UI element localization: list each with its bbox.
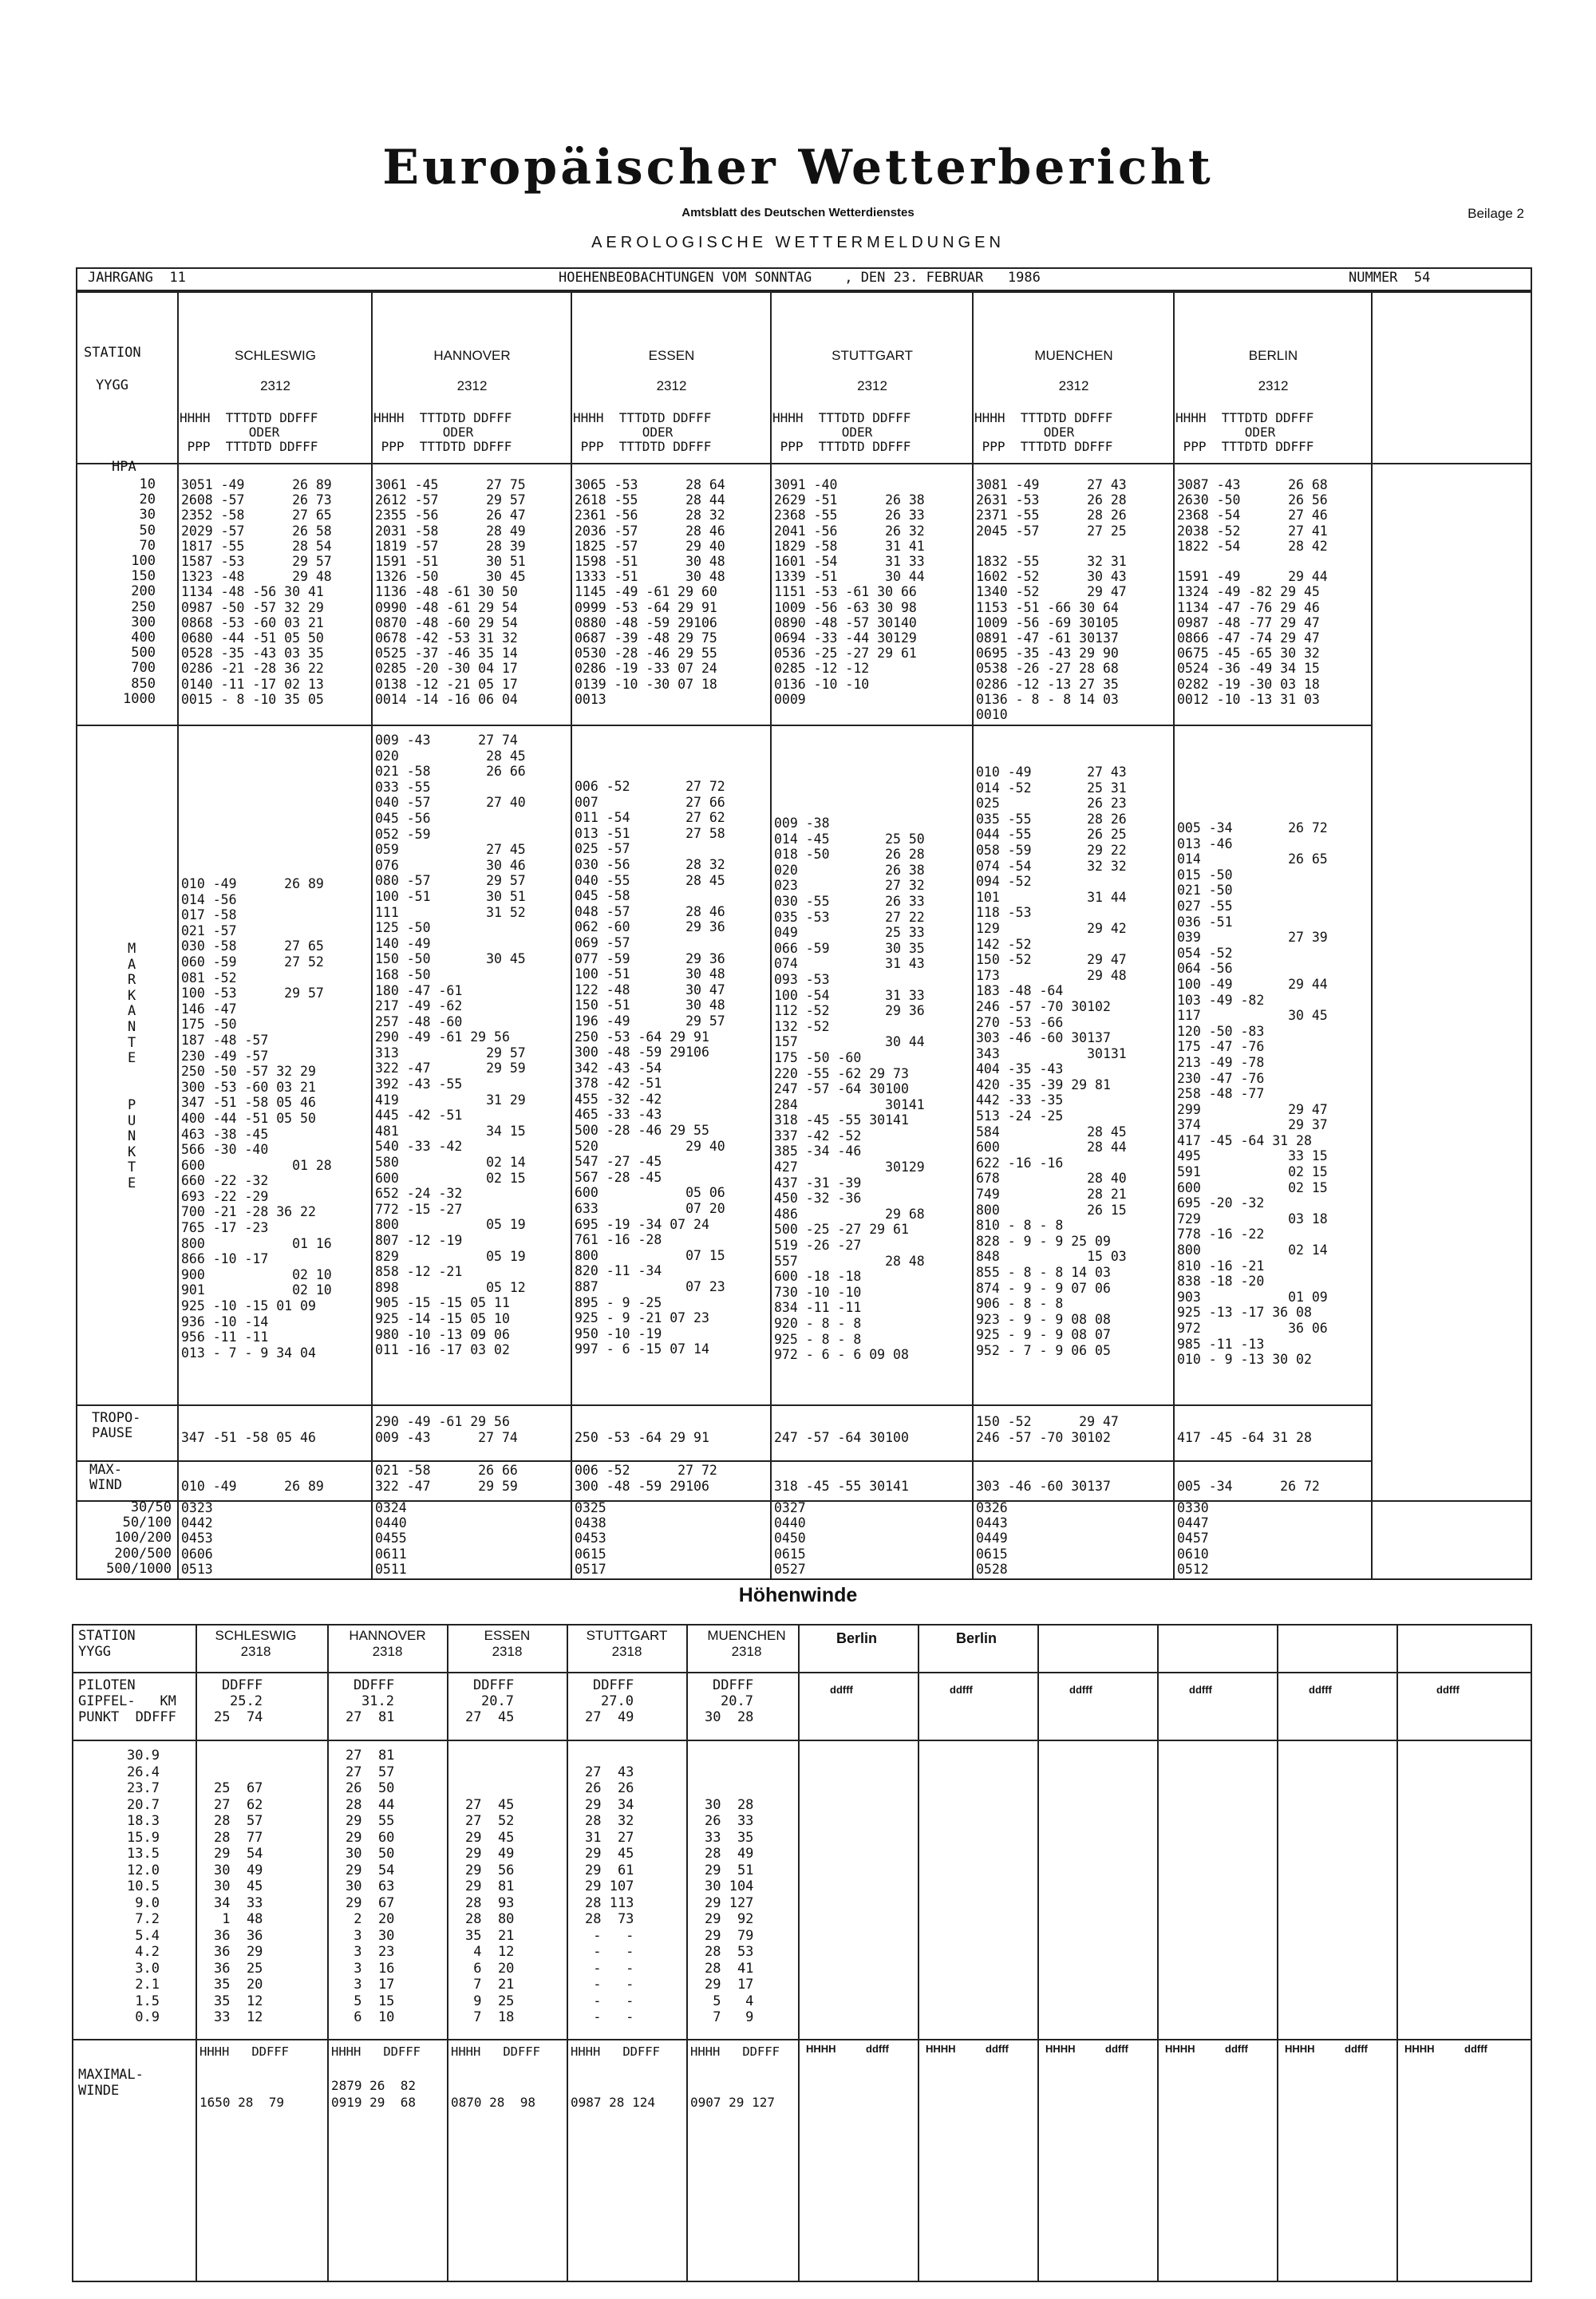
hw-station-name: STUTTGART [586,1628,668,1643]
hw-ddfff-tiny: ddfff [1105,2043,1128,2055]
hpa-level-list: 10 20 30 50 70 100 150 200 250 300 400 500 700 850 1000 [123,476,156,707]
hw-max-values: 0907 29 127 [690,2095,775,2110]
hw-wind-values: 27 45 27 52 29 45 29 49 29 56 29 81 28 93 28 80 35 21 4 12 6 20 7 21 9 25 7 18 [465,1796,515,2025]
significant-levels: 005 -34 26 72 013 -46 014 26 65 015 -50 021 -50 027 -55 036 -51 039 27 39 054 -52 064 -56 100 -49 29 44 103 -49 -82 117 30 45 120 -50 -83 175 -47 -76 213 -49 -78 230 -47 -76 258 -48 -77 299 29 47 374 29 37 417 -45 -64 31 28 495 33 15 591 02 15 600 02 15 695 -20 -32 729 03 18 778 -16 -22 800 02 14 810 -16 -21 838 -18 -20 903 01 09 925 -13 -17 36 08 972 36 06 985 -11 -13 010 - 9 -13 30 02 [1177,820,1328,1368]
standard-levels: 3065 -53 28 64 2618 -55 28 44 2361 -56 28 32 2036 -57 28 46 1825 -57 29 40 1598 -51 30 48 1333 -51 30 48 1145 -49 -61 29 60 0999 -53 -64 29 91 0880 -48 -59 29106 0687 -39 -48 29 75 0530 -28 -46 29 55 0286 -19 -33 07 24 0139 -10 -30 07 18 0013 [575,477,725,707]
station-name: SCHLESWIG [234,348,317,363]
hw-ddfff-tiny: ddfff [986,2043,1009,2055]
hw-gipfel-km: 27.0 [601,1693,634,1709]
station-name: BERLIN [1248,348,1298,363]
grid-line [1037,1624,1039,2282]
maxwind-values: 005 -34 26 72 [1177,1478,1320,1494]
page-title: Europäischer Wetterbericht [382,140,1214,196]
hw-station-name: SCHLESWIG [215,1628,297,1643]
station-code: 2312 [857,378,887,393]
hw-max-values: 0987 28 124 [571,2095,655,2110]
station-code: 2312 [1058,378,1089,393]
significant-levels: 006 -52 27 72 007 27 66 011 -54 27 62 013 -51 27 58 025 -57 030 -56 28 32 040 -55 28 45 045 -58 048 -57 28 46 062 -60 29 36 069 -57 077 -59 29 36 100 -51 30 48 122 -48 30 47 150 -51 30 48 196 -49 29 57 250 -53 -64 29 91 300 -48 -59 29106 342 -43 -54 378 -42 -51 455 -32 -42 465 -33 -43 500 -28 -46 29 55 520 29 40 547 -27 -45 567 -28 -45 600 05 06 633 07 20 695 -19 -34 07 24 761 -16 -28 800 07 15 820 -11 -34 887 07 23 895 - 9 -25 925 - 9 -21 07 23 950 -10 -19 997 - 6 -15 07 14 [575,779,725,1357]
maxwind-values: 318 -45 -55 30141 [774,1478,909,1494]
hw-ddfff-tiny: ddfff [866,2043,889,2055]
layer-thickness: 0326 0443 0449 0615 0528 [976,1500,1008,1577]
significant-levels: 009 -43 27 74 020 28 45 021 -58 26 66 033 -55 040 -57 27 40 045 -56 052 -59 059 27 45 076 30 46 080 -57 29 57 100 -51 30 51 111 31 52 125 -50 140 -49 150 -50 30 45 168 -50 180 -47 -61 217 -49 -62 257 -48 -60 290 -49 -61 29 56 313 29 57 322 -47 29 59 392 -43 -55 419 31 29 445 -42 -51 481 34 15 540 -33 -42 580 02 14 600 02 15 652 -24 -32 772 -15 -27 800 05 19 807 -12 -19 829 05 19 858 -12 -21 898 05 12 905 -15 -15 05 11 925 -14 -15 05 10 980 -10 -13 09 06 011 -16 -17 03 02 [375,733,526,1358]
layer-thickness: 0330 0447 0457 0610 0512 [1177,1500,1209,1577]
hw-max-head: HHHH DDFFF [571,2044,660,2059]
hw-max-head: HHHH DDFFF [690,2044,780,2059]
standard-levels: 3061 -45 27 75 2612 -57 29 57 2355 -56 26 47 2031 -58 28 49 1819 -57 28 39 1591 -51 30 51 1326 -50 30 45 1136 -48 -61 30 50 0990 -48 -61 29 54 0870 -48 -60 29 54 0678 -42 -53 31 32 0525 -37 -46 35 14 0285 -20 -30 04 17 0138 -12 -21 05 17 0014 -14 -16 06 04 [375,477,526,707]
station-code: 2312 [1258,378,1289,393]
hoehenwinde-table [72,1624,1532,2282]
standard-levels: 3087 -43 26 68 2630 -50 26 56 2368 -54 27 46 2038 -52 27 41 1822 -54 28 42 1591 -49 29 44 1324 -49 -82 29 45 1134 -47 -76 29 46 0987 -48 -77 29 47 0866 -47 -74 29 47 0675 -45 -65 30 32 0524 -36 -49 34 15 0282 -19 -30 03 18 0012 -10 -13 31 03 [1177,477,1328,707]
hw-hhhh-small: HHHH [1404,2043,1435,2055]
hw-ddfff-head: DDFFF [593,1677,634,1693]
hw-max-values: 2879 26 82 0919 29 68 [331,2078,416,2110]
label-tropopause: TROPO- PAUSE [92,1410,141,1442]
significant-levels: 010 -49 26 89 014 -56 017 -58 021 -57 030 -58 27 65 060 -59 27 52 081 -52 100 -53 29 57 146 -47 175 -50 187 -48 -57 230 -49 -57 250 -50 -57 32 29 300 -53 -60 03 21 347 -51 -58 05 46 400 -44 -51 05 50 463 -38 -45 566 -30 -40 600 01 28 660 -22 -32 693 -22 -29 700 -21 -28 36 22 765 -17 -23 800 01 16 866 -10 -17 900 02 10 901 02 10 925 -10 -15 01 09 936 -10 -14 956 -11 -11 013 - 7 - 9 34 04 [181,876,332,1361]
hw-station-label: STATION YYGG [78,1628,136,1660]
hw-station-code: 2318 [611,1644,642,1659]
tropopause-values: 247 -57 -64 30100 [774,1430,909,1445]
hw-ddfff-small: ddfff [1069,1684,1092,1696]
hw-ddfff-tiny: ddfff [1225,2043,1248,2055]
grid-line [1277,1624,1278,2282]
hoehenwinde-title: Höhenwinde [738,1584,858,1606]
grid-line [1157,1624,1159,2282]
significant-levels: 009 -38 014 -45 25 50 018 -50 26 28 020 26 38 023 27 32 030 -55 26 33 035 -53 27 22 049 25 33 066 -59 30 35 074 31 43 093 -53 100 -54 31 33 112 -52 29 36 132 -52 157 30 44 175 -50 -60 220 -55 -62 29 73 247 -57 -64 30100 284 30141 318 -45 -55 30141 337 -42 -52 385 -34 -46 427 30129 437 -31 -39 450 -32 -36 486 29 68 500 -25 -27 29 61 519 -26 -27 557 28 48 600 -18 -18 730 -10 -10 834 -11 -11 920 - 8 - 8 925 - 8 - 8 972 - 6 - 6 09 08 [774,816,925,1363]
grid-line [798,1624,800,2282]
hw-hhhh-small: HHHH [1165,2043,1195,2055]
hw-berlin-1: Berlin [836,1630,878,1646]
grid-line [72,1672,1532,1673]
station-name: MUENCHEN [1034,348,1113,363]
label-markante-punkte: M A R K A N T E P U N K T E [128,941,136,1191]
layer-thickness: 0327 0440 0450 0615 0527 [774,1500,806,1577]
maxwind-values: 010 -49 26 89 [181,1478,324,1494]
tropopause-values: 250 -53 -64 29 91 [575,1430,709,1445]
station-name: ESSEN [648,348,695,363]
grid-line [686,1624,688,2282]
hw-max-values: 0870 28 98 [451,2095,535,2110]
maxwind-values: 006 -52 27 72 300 -48 -59 29106 [575,1463,717,1494]
hw-gipfel-km: 31.2 [361,1693,394,1709]
hw-gipfel-ddfff: 30 28 [705,1709,754,1725]
beilage-label: Beilage 2 [1468,206,1524,221]
hw-wind-values: 30 28 26 33 33 35 28 49 29 51 30 104 29 127 29 92 29 79 28 53 28 41 29 17 5 4 7 9 [705,1796,754,2025]
label-station: STATION [84,345,141,361]
station-code: 2312 [656,378,687,393]
standard-levels: 3081 -49 27 43 2631 -53 26 28 2371 -55 28 26 2045 -57 27 25 1832 -55 32 31 1602 -52 30 43 1340 -52 29 47 1153 -51 -66 30 64 1009 -56 -69 30105 0891 -47 -61 30137 0695 -35 -43 29 90 0538 -26 -27 28 68 0286 -12 -13 27 35 0136 - 8 - 8 14 03 0010 [976,477,1127,723]
station-code: 2312 [456,378,488,393]
standard-levels: 3091 -40 2629 -51 26 38 2368 -55 26 33 2041 -56 26 32 1829 -58 31 41 1601 -54 31 33 1339 -51 30 44 1151 -53 -61 30 66 1009 -56 -63 30 98 0890 -48 -57 30140 0694 -33 -44 30129 0536 -25 -27 29 61 0285 -12 -12 0136 -10 -10 0009 [774,477,925,707]
hw-max-head: HHHH DDFFF [451,2044,540,2059]
hw-station-name: HANNOVER [349,1628,426,1643]
hw-km-levels: 30.9 26.4 23.7 20.7 18.3 15.9 13.5 12.0 10.5 9.0 7.2 5.4 4.2 3.0 2.1 1.5 0.9 [127,1748,160,2025]
hw-ddfff-tiny: ddfff [1464,2043,1487,2055]
hw-max-head: HHHH DDFFF [200,2044,289,2059]
grid-line [1396,1624,1398,2282]
hw-station-code: 2318 [240,1644,271,1659]
column-header: HHHH TTTDTD DDFFF ODER PPP TTTDTD DDFFF [772,410,911,454]
hw-ddfff-small: ddfff [1309,1684,1332,1696]
jahrgang: JAHRGANG 11 [88,270,186,286]
label-layers: 30/50 50/100 100/200 200/500 500/1000 [106,1499,172,1577]
hw-max-head: HHHH DDFFF [331,2044,421,2059]
hw-hhhh-small: HHHH [806,2043,836,2055]
hw-gipfel-km: 20.7 [721,1693,753,1709]
hw-ddfff-head: DDFFF [222,1677,263,1693]
grid-line [72,1740,1532,1741]
station-name: HANNOVER [433,348,511,363]
hw-ddfff-small: ddfff [1436,1684,1460,1696]
hw-gipfel-ddfff: 25 74 [214,1709,263,1725]
label-hpa: HPA [112,459,136,475]
hw-piloten-label: PILOTEN GIPFEL- KM PUNKT DDFFF [78,1677,176,1725]
hw-ddfff-head: DDFFF [354,1677,395,1693]
hw-gipfel-ddfff: 27 45 [465,1709,515,1725]
tropopause-values: 150 -52 29 47 246 -57 -70 30102 [976,1414,1119,1445]
layer-thickness: 0323 0442 0453 0606 0513 [181,1500,213,1577]
hw-gipfel-ddfff: 27 81 [346,1709,395,1725]
hw-wind-values: 27 43 26 26 29 34 28 32 31 27 29 45 29 61 29 107 28 113 28 73 - - - - - - - - - - - - [585,1764,634,2025]
station-code: 2312 [260,378,290,393]
hw-wind-values: 25 67 27 62 28 57 28 77 29 54 30 49 30 45 34 33 1 48 36 36 36 29 36 25 35 20 35 12 33 12 [214,1780,263,2025]
hw-berlin-2: Berlin [956,1630,998,1646]
column-header: HHHH TTTDTD DDFFF ODER PPP TTTDTD DDFFF [974,410,1113,454]
grid-line [327,1624,329,2282]
column-header: HHHH TTTDTD DDFFF ODER PPP TTTDTD DDFFF [180,410,318,454]
label-yygg: YYGG [96,377,128,393]
section-title: AEROLOGISCHE WETTERMELDUNGEN [591,234,1005,251]
grid-line [918,1624,919,2282]
hw-max-label: MAXIMAL- WINDE [78,2067,144,2099]
hw-gipfel-km: 25.2 [230,1693,263,1709]
hw-ddfff-head: DDFFF [713,1677,754,1693]
subtitle: Amtsblatt des Deutschen Wetterdienstes [681,206,915,219]
layer-thickness: 0325 0438 0453 0615 0517 [575,1500,606,1577]
hw-max-values: 1650 28 79 [200,2095,284,2110]
significant-levels: 010 -49 27 43 014 -52 25 31 025 26 23 035 -55 28 26 044 -55 26 25 058 -59 29 22 074 -54 32 32 094 -52 101 31 44 118 -53 129 29 42 142 -52 150 -52 29 47 173 29 48 183 -48 -64 246 -57 -70 30102 270 -53 -66 303 -46 -60 30137 343 30131 404 -35 -43 420 -35 -39 29 81 442 -33 -35 513 -24 -25 584 28 45 600 28 44 622 -16 -16 678 28 40 749 28 21 800 26 15 810 - 8 - 8 828 - 9 - 9 25 09 848 15 03 855 - 8 - 8 14 03 874 - 9 - 9 07 06 906 - 8 - 8 923 - 9 - 9 08 08 925 - 9 - 9 08 07 952 - 7 - 9 06 05 [976,764,1127,1358]
standard-levels: 3051 -49 26 89 2608 -57 26 73 2352 -58 27 65 2029 -57 26 58 1817 -55 28 54 1587 -53 29 57 1323 -48 29 48 1134 -48 -56 30 41 0987 -50 -57 32 29 0868 -53 -60 03 21 0680 -44 -51 05 50 0528 -35 -43 03 35 0286 -21 -28 36 22 0140 -11 -17 02 13 0015 - 8 -10 35 05 [181,477,332,707]
label-maxwind: MAX- WIND [89,1462,122,1494]
issue-number: NUMMER 54 [1349,270,1431,286]
hw-hhhh-small: HHHH [1045,2043,1076,2055]
column-header: HHHH TTTDTD DDFFF ODER PPP TTTDTD DDFFF [373,410,512,454]
hw-gipfel-km: 20.7 [481,1693,514,1709]
hw-ddfff-small: ddfff [950,1684,973,1696]
tropopause-values: 417 -45 -64 31 28 [1177,1430,1312,1445]
hw-station-code: 2318 [492,1644,523,1659]
column-header: HHHH TTTDTD DDFFF ODER PPP TTTDTD DDFFF [1175,410,1314,454]
observation-date: HOEHENBEOBACHTUNGEN VOM SONNTAG , DEN 23. FEBRUAR 1986 [559,270,1041,286]
grid-line [196,1624,197,2282]
grid-line [72,2039,1532,2040]
tropopause-values: 347 -51 -58 05 46 [181,1430,316,1445]
hw-station-code: 2318 [731,1644,762,1659]
station-name: STUTTGART [832,348,913,363]
hw-ddfff-head: DDFFF [473,1677,515,1693]
hw-station-code: 2318 [372,1644,403,1659]
hw-wind-values: 27 81 27 57 26 50 28 44 29 55 29 60 30 50 29 54 30 63 29 67 2 20 3 30 3 23 3 16 3 17 5 15 6 10 [346,1748,395,2025]
hw-gipfel-ddfff: 27 49 [585,1709,634,1725]
hpa-levels [88,477,156,707]
hw-ddfff-small: ddfff [830,1684,853,1696]
grid-line [567,1624,568,2282]
hw-ddfff-tiny: ddfff [1345,2043,1368,2055]
hw-hhhh-small: HHHH [1285,2043,1315,2055]
column-header: HHHH TTTDTD DDFFF ODER PPP TTTDTD DDFFF [573,410,712,454]
maxwind-values: 021 -58 26 66 322 -47 29 59 [375,1463,518,1494]
hw-station-name: ESSEN [484,1628,531,1643]
layer-thickness: 0324 0440 0455 0611 0511 [375,1500,407,1577]
grid-line [447,1624,448,2282]
tropopause-values: 290 -49 -61 29 56 009 -43 27 74 [375,1414,518,1445]
hw-hhhh-small: HHHH [926,2043,956,2055]
hw-ddfff-small: ddfff [1189,1684,1212,1696]
hw-station-name: MUENCHEN [707,1628,786,1643]
maxwind-values: 303 -46 -60 30137 [976,1478,1111,1494]
